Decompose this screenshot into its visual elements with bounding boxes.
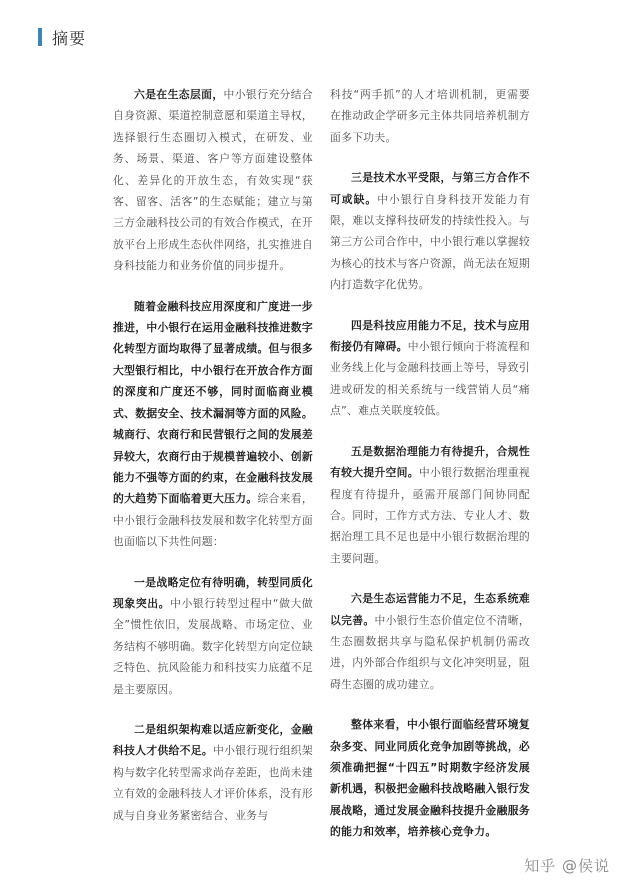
paragraph-body: 中小银行自身科技开发能力有限，难以支撑科技研发的持续性投入。与第三方公司合作中，中小银行难以掌握较为核心的技术与客户资源，尚无法在短期内打造数字化优势。 <box>330 192 531 292</box>
paragraph <box>330 167 530 295</box>
paragraph-body: 中小银行倾向于将流程和业务线上化与金融科技画上等号，导致引进或研发的相关系统与一线营销人员“痛点”、难点关联度较低。 <box>330 340 530 418</box>
page-title: 摘要 <box>52 28 87 48</box>
paragraph-lead: 一是战略定位有待明确，转型同质化现象突出。 <box>113 575 313 610</box>
paragraph-lead: 二是组织架构难以适应新变化，金融科技人才供给不足。 <box>113 722 313 758</box>
paragraph-lead: 五是数据治理能力有待提升，合规性有较大提升空间。 <box>330 444 530 480</box>
paragraph-body: 中小银行生态价值定位不清晰，生态圈数据共享与隐私保护机制仍需改进，内外部合作组织与文化冲突明显，阻碍生态圈的成功建立。 <box>330 613 530 691</box>
paragraph-body: 中小银行现行组织架构与数字化转型需求尚存差距，也尚未建立有效的金融科技人才评价体系，没有形成与自身业务紧密结合、业务与 <box>113 744 314 822</box>
right-column <box>330 84 530 862</box>
paragraph <box>113 296 313 553</box>
paragraph <box>113 572 313 700</box>
paragraph-body: 综合来看，中小银行金融科技发展和数字化转型方面也面临以下共性问题： <box>113 492 313 549</box>
paragraph <box>330 315 530 422</box>
paragraph-body: 中小银行转型过程中“做大做全”惯性依旧，发展战略、市场定位、业务结构不够明确。数字化转型方向定位缺乏特色、抗风险能力和科技实力底蕴不足是主要原因。 <box>113 596 313 696</box>
paragraph <box>330 714 530 842</box>
paragraph-lead: 六是在生态层面， <box>134 88 224 101</box>
left-column <box>113 84 313 845</box>
paragraph-body: 中小银行充分结合自身资源、渠道控制意愿和渠道主导权，选择银行生态圈切入模式，在研发、业务、场景、渠道、客户等方面建设整体化、差异化的开放生态，有效实现“获客、留客、活客”的生态赋能；建立与第三方金融科技公司的有效合作模式，在开放平台上形成生态伙伴网络，扎实推进自身科技能力和业务价值的同步提升。 <box>113 88 313 273</box>
paragraph-continuation <box>330 84 530 148</box>
paragraph-body: 中小银行数据治理重视程度有待提升，亟需开展部门间协同配合。同时，工作方式方法、专业人才、数据治理工具不足也是中小银行数据治理的主要问题。 <box>330 466 531 565</box>
paragraph-body: 科技“两手抓”的人才培训机制，更需要在推动政企学研多元主体共同培养机制方面多下功夫。 <box>330 88 530 144</box>
header-accent-bar <box>38 28 42 46</box>
paragraph <box>113 84 313 277</box>
paragraph-lead: 三是技术水平受限，与第三方合作不可或缺。 <box>330 171 530 206</box>
paragraph <box>113 719 313 826</box>
paragraph-lead: 整体来看，中小银行面临经营环境复杂多变、同业同质化竞争加剧等挑战，必须准确把握“十四五”时期数字经济发展新机遇，积极把金融科技战略融入银行发展战略，通过发展金融科技提升金融服务的能力和效率，培养核心竞争力。 <box>330 718 530 839</box>
paragraph-lead: 随着金融科技应用深度和广度进一步推进，中小银行在运用金融科技推进数字化转型方面均取得了显著成绩。但与很多大型银行相比，中小银行在开放合作方面的深度和广度还不够，同时面临商业模式、数据安全、技术漏洞等方面的风险。城商行、农商行和民营银行之间的发展差异较大，农商行由于规模普遍较小、创新能力不强等方面的约束，在金融科技发展的大趋势下面临着更大压力。 <box>113 299 313 506</box>
paragraph-lead: 四是科技应用能力不足，技术与应用衔接仍有障碍。 <box>330 318 530 354</box>
section-header <box>38 26 86 48</box>
paragraph-lead: 六是生态运营能力不足，生态系统难以完善。 <box>330 592 530 627</box>
watermark: 知乎 @侯说 <box>524 857 610 875</box>
paragraph <box>330 441 530 569</box>
paragraph <box>330 588 530 695</box>
